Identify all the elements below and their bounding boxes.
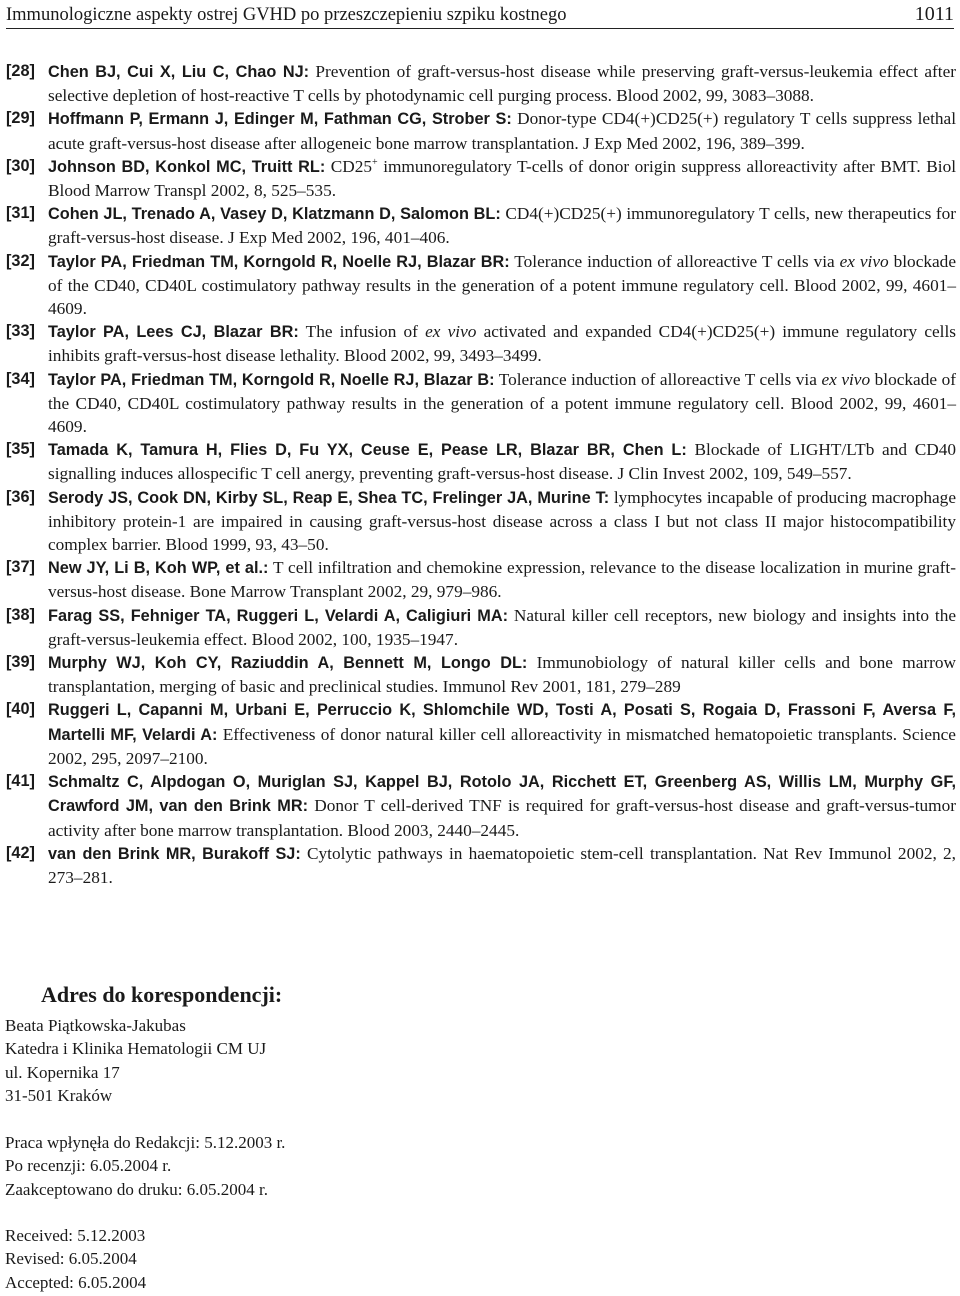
- reference-authors: Chen BJ, Cui X, Liu C, Chao NJ:: [48, 63, 310, 81]
- running-title: Immunologiczne aspekty ostrej GVHD po przeszczepieniu szpiku kostnego: [6, 5, 567, 25]
- reference-item: [6, 486, 956, 557]
- reference-item: [6, 60, 956, 107]
- date-line: Praca wpłynęła do Redakcji: 5.12.2003 r.: [5, 1133, 286, 1152]
- reference-number: [35]: [6, 440, 35, 459]
- reference-item: [6, 770, 956, 842]
- address-line: ul. Kopernika 17: [5, 1062, 120, 1082]
- reference-text: Tolerance induction of alloreactive T cells via: [509, 251, 840, 271]
- reference-number: [30]: [6, 156, 35, 175]
- reference-authors: Serody JS, Cook DN, Kirby SL, Reap E, Shea TC, Frelinger JA, Murine T:: [48, 488, 610, 507]
- page-number: 1011: [914, 3, 954, 25]
- reference-authors: Hoffmann P, Ermann J, Edinger M, Fathman CG, Strober S:: [48, 110, 512, 129]
- reference-authors: Tamada K, Tamura H, Flies D, Fu YX, Ceuse E, Pease LR, Blazar BR, Chen L:: [48, 441, 687, 460]
- reference-item: [6, 438, 956, 485]
- date-line: Received: 5.12.2003: [5, 1226, 146, 1245]
- reference-item: [6, 320, 956, 367]
- reference-authors: Taylor PA, Lees CJ, Blazar BR:: [48, 323, 299, 342]
- reference-number: [40]: [6, 700, 35, 719]
- reference-number: [33]: [6, 322, 35, 341]
- reference-list: [6, 60, 956, 889]
- reference-item: [6, 556, 956, 603]
- reference-item: [6, 107, 956, 154]
- reference-text: CD4(+)CD25(+) immunoregulatory T cells, new therapeutics for graft-versus-host disease. J Exp Med 2002, 196, 401–406.: [48, 204, 956, 248]
- reference-text: Donor T cell-derived TNF is required for graft-versus-host disease and graft-versus-tumor activity after bone marrow transplantation. Blood 2003, 2440–2445.: [48, 796, 956, 840]
- address-line: Katedra i Klinika Hematologii CM UJ: [5, 1039, 267, 1059]
- running-head: [6, 0, 954, 29]
- reference-superscript: +: [372, 157, 378, 169]
- reference-italic: ex vivo: [839, 251, 889, 271]
- reference-authors: Schmaltz C, Alpdogan O, Muriglan SJ, Kappel BJ, Rotolo JA, Ricchett ET, Greenberg AS, Willis LM, Murphy GF, Crawford JM, van den Brink MR:: [48, 773, 956, 816]
- reference-item: [6, 368, 956, 439]
- date-line: Accepted: 6.05.2004: [5, 1272, 147, 1292]
- reference-number: [32]: [6, 251, 35, 270]
- correspondence-heading: Adres do korespondencji:: [41, 982, 283, 1007]
- reference-authors: Johnson BD, Konkol MC, Truitt RL:: [48, 157, 326, 176]
- reference-text: Prevention of graft-versus-host disease while preserving graft-versus-leukemia effect after selective depletion of host-reactive T cells by photodynamic cell purging process. Blood 2002, 99, 3083–3088.: [48, 62, 957, 106]
- date-line: Zaakceptowano do druku: 6.05.2004 r.: [5, 1179, 268, 1199]
- reference-number: [41]: [6, 772, 35, 791]
- reference-item: [6, 250, 956, 321]
- reference-text: lymphocytes incapable of producing macrophage inhibitory protein-1 are impaired in causing graft-versus-host disease across a class I but not class II major histocompatibility complex barrier. Blood 1999, 93, 43–50.: [48, 487, 956, 555]
- reference-text: immunoregulatory T-cells of donor origin suppress alloreactivity after BMT. Biol Blood Marrow Transpl 2002, 8, 525–535.: [48, 156, 957, 201]
- reference-number: [42]: [6, 843, 35, 862]
- reference-authors: Farag SS, Fehniger TA, Ruggeri L, Velardi A, Caligiuri MA:: [48, 606, 509, 625]
- reference-text: Immunobiology of natural killer cells and bone marrow transplantation, merging of basic and preclinical studies. Immunol Rev 2001, 181, 279–289: [48, 653, 956, 697]
- reference-item: [6, 698, 956, 770]
- reference-text: Blockade of LIGHT/LTb and CD40 signalling induces allospecific T cell anergy, preventing graft-versus-host disease. J Clin Invest 2002, 109, 549–557.: [48, 440, 956, 484]
- reference-text: Cytolytic pathways in haematopoietic stem-cell transplantation. Nat Rev Immunol 2002, 2, 273–281.: [48, 843, 956, 887]
- reference-text: blockade of the CD40, CD40L costimulatory pathway results in the generation of a potent immune regulatory cell. Blood 2002, 99, 4601–4609.: [48, 369, 956, 437]
- reference-authors: Cohen JL, Trenado A, Vasey D, Klatzmann D, Salomon BL:: [48, 205, 501, 224]
- reference-authors: Murphy WJ, Koh CY, Raziuddin A, Bennett M, Longo DL:: [48, 654, 528, 673]
- reference-item: [6, 842, 956, 889]
- reference-number: [31]: [6, 204, 35, 223]
- reference-item: [6, 604, 956, 651]
- reference-text: Natural killer cell receptors, new biology and insights into the graft-versus-leukemia effect. Blood 2002, 100, 1935–1947.: [48, 605, 957, 649]
- submission-dates-pl: [5, 1131, 285, 1201]
- address-line: 31-501 Kraków: [5, 1085, 113, 1105]
- reference-number: [37]: [6, 558, 35, 577]
- reference-item: [6, 155, 956, 202]
- reference-number: [36]: [6, 487, 35, 506]
- reference-text: Effectiveness of donor natural killer cell alloreactivity in mismatched hematopoietic transplants. Science 2002, 295, 2097–2100.: [48, 724, 956, 768]
- reference-text: Tolerance induction of alloreactive T cells via: [494, 369, 822, 389]
- reference-text: The infusion of: [298, 322, 426, 342]
- correspondence-address: [5, 1014, 266, 1107]
- reference-number: [28]: [6, 62, 35, 80]
- reference-authors: Ruggeri L, Capanni M, Urbani E, Perruccio K, Shlomchile WD, Tosti A, Posati S, Rogaia D, Frassoni F, Aversa F, Martelli MF, Velardi A:: [48, 701, 956, 744]
- reference-number: [34]: [6, 369, 35, 388]
- reference-authors: New JY, Li B, Koh WP, et al.:: [48, 559, 269, 578]
- reference-text: activated and expanded CD4(+)CD25(+) immune regulatory cells inhibits graft-versus-host disease lethality. Blood 2002, 99, 3493–3499.: [48, 322, 956, 366]
- reference-number: [38]: [6, 605, 35, 624]
- reference-authors: Taylor PA, Friedman TM, Korngold R, Noelle RJ, Blazar BR:: [48, 252, 510, 271]
- reference-italic: ex vivo: [821, 369, 871, 389]
- reference-text: Donor-type CD4(+)CD25(+) regulatory T cells suppress lethal acute graft-versus-host disease after allogeneic bone marrow transplantation. J Exp Med 2002, 196, 389–399.: [48, 109, 956, 153]
- reference-italic: ex vivo: [425, 322, 477, 342]
- reference-authors: Taylor PA, Friedman TM, Korngold R, Noelle RJ, Blazar B:: [48, 370, 495, 389]
- reference-text: CD25: [325, 156, 373, 176]
- reference-text: T cell infiltration and chemokine expression, relevance to the disease localization in murine graft-versus-host disease. Bone Marrow Transplant 2002, 29, 979–986.: [48, 558, 956, 602]
- submission-dates-en: [5, 1224, 146, 1294]
- date-line: Revised: 6.05.2004: [5, 1249, 137, 1269]
- reference-number: [29]: [6, 109, 35, 128]
- address-line: Beata Piątkowska-Jakubas: [5, 1016, 186, 1035]
- date-line: Po recenzji: 6.05.2004 r.: [5, 1156, 172, 1176]
- reference-item: [6, 202, 956, 249]
- reference-authors: van den Brink MR, Burakoff SJ:: [48, 844, 301, 863]
- reference-text: blockade of the CD40, CD40L costimulatory pathway results in the generation of a potent immune regulatory cell. Blood 2002, 99, 4601–4609.: [48, 251, 956, 319]
- reference-item: [6, 651, 956, 698]
- reference-number: [39]: [6, 653, 35, 672]
